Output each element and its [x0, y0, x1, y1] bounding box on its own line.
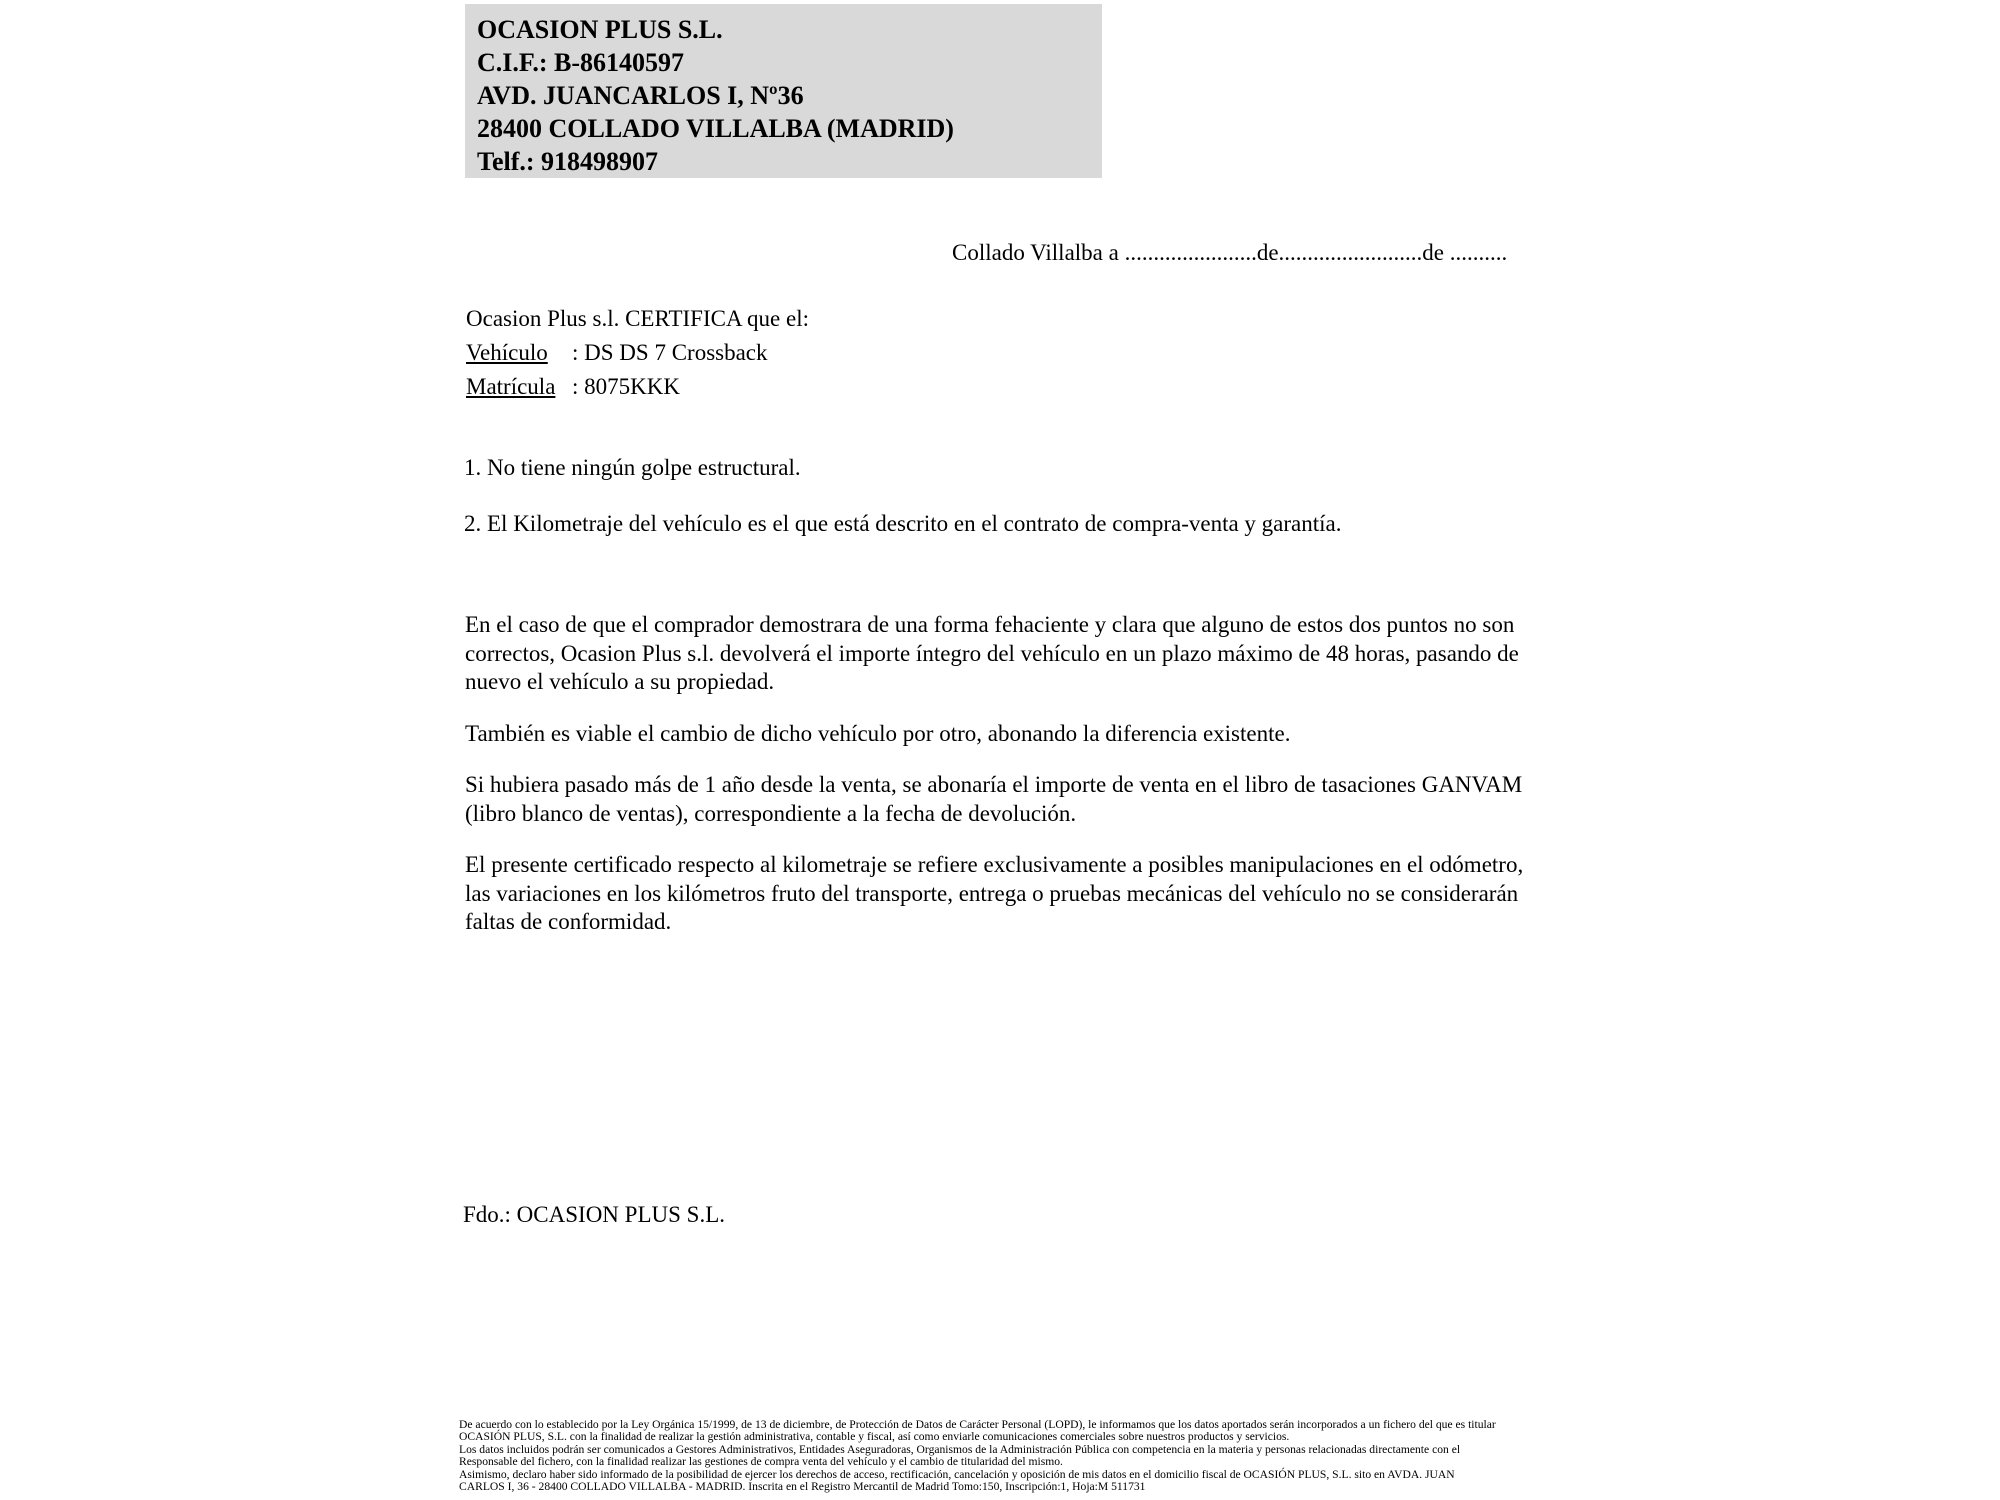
- vehicle-label: Vehículo: [466, 340, 548, 365]
- company-city: 28400 COLLADO VILLALBA (MADRID): [477, 114, 954, 143]
- paragraph-odometer-disclaimer: El presente certificado respecto al kilometraje se refiere exclusivamente a posibles manipulaciones en el odómetro, las variaciones en los kilómetros fruto del transporte, entrega o pruebas mecánicas del vehículo no se considerarán faltas de conformidad.: [465, 852, 1524, 934]
- certified-point-2: 2. El Kilometraje del vehículo es el que está descrito en el contrato de compra-venta y garantía.: [464, 511, 1342, 536]
- paragraph-ganvam-valuation: Si hubiera pasado más de 1 año desde la venta, se abonaría el importe de venta en el libro de tasaciones GANVAM (libro blanco de ventas), correspondiente a la fecha de devolución.: [465, 772, 1523, 826]
- date-fill-in-line: Collado Villalba a .......................de.........................de ..........: [952, 240, 1508, 265]
- company-phone: Telf.: 918498907: [477, 147, 659, 176]
- certification-block: [466, 302, 809, 404]
- company-address: AVD. JUANCARLOS I, Nº36: [477, 81, 804, 110]
- plate-label: Matrícula: [466, 374, 556, 399]
- certified-point-1: 1. No tiene ningún golpe estructural.: [464, 455, 801, 480]
- legal-footer-line-4: Responsable del fichero, con la finalidad realizar las gestiones de compra venta del vehículo y el cambio de titularidad del mismo.: [459, 1455, 1063, 1469]
- legal-footer-line-5: Asimismo, declaro haber sido informado de la posibilidad de ejercer los derechos de acceso, rectificación, cancelación y oposición de mis datos en el domicilio fiscal de OCASIÓN PLUS, S.L. sito en AVDA. JUAN: [459, 1467, 1455, 1481]
- certify-intro: Ocasion Plus s.l. CERTIFICA que el:: [466, 306, 809, 331]
- legal-footer: [459, 1419, 1496, 1493]
- paragraph-refund-terms: En el caso de que el comprador demostrara de una forma fehaciente y clara que alguno de estos dos puntos no son correctos, Ocasion Plus s.l. devolverá el importe íntegro del vehículo en un plazo máximo de 48 horas, pasando de nuevo el vehículo a su propiedad.: [465, 612, 1519, 694]
- legal-footer-line-2: OCASIÓN PLUS, S.L. con la finalidad de realizar la gestión administrativa, contable y fiscal, así como enviarle comunicaciones comerciales sobre nuestros productos y servicios.: [459, 1430, 1290, 1444]
- company-cif: C.I.F.: B-86140597: [477, 48, 685, 77]
- legal-footer-line-1: De acuerdo con lo establecido por la Ley Orgánica 15/1999, de 13 de diciembre, de Protección de Datos de Carácter Personal (LOPD), le informamos que los datos aportados serán incorporados a un fichero del que es titular: [459, 1418, 1496, 1431]
- company-name: OCASION PLUS S.L.: [477, 15, 723, 44]
- terms-paragraphs: [465, 611, 1553, 960]
- legal-footer-line-6: CARLOS I, 36 - 28400 COLLADO VILLALBA - MADRID. Inscrita en el Registro Mercantil de Madrid Tomo:150, Inscripción:1, Hoja:M 511731: [459, 1480, 1146, 1494]
- vehicle-row: [466, 336, 809, 370]
- vehicle-value: : DS DS 7 Crossback: [572, 340, 768, 365]
- legal-footer-line-3: Los datos incluidos podrán ser comunicados a Gestores Administrativos, Entidades Aseguradoras, Organismos de la Administración Pública con competencia en la materia y personas relacionadas directamente con el: [459, 1442, 1461, 1456]
- company-header-box: [465, 4, 1102, 178]
- signature-line: Fdo.: OCASION PLUS S.L.: [463, 1202, 725, 1227]
- plate-row: [466, 370, 809, 404]
- paragraph-exchange-option: También es viable el cambio de dicho vehículo por otro, abonando la diferencia existente.: [465, 720, 1291, 746]
- plate-value: : 8075KKK: [572, 374, 680, 399]
